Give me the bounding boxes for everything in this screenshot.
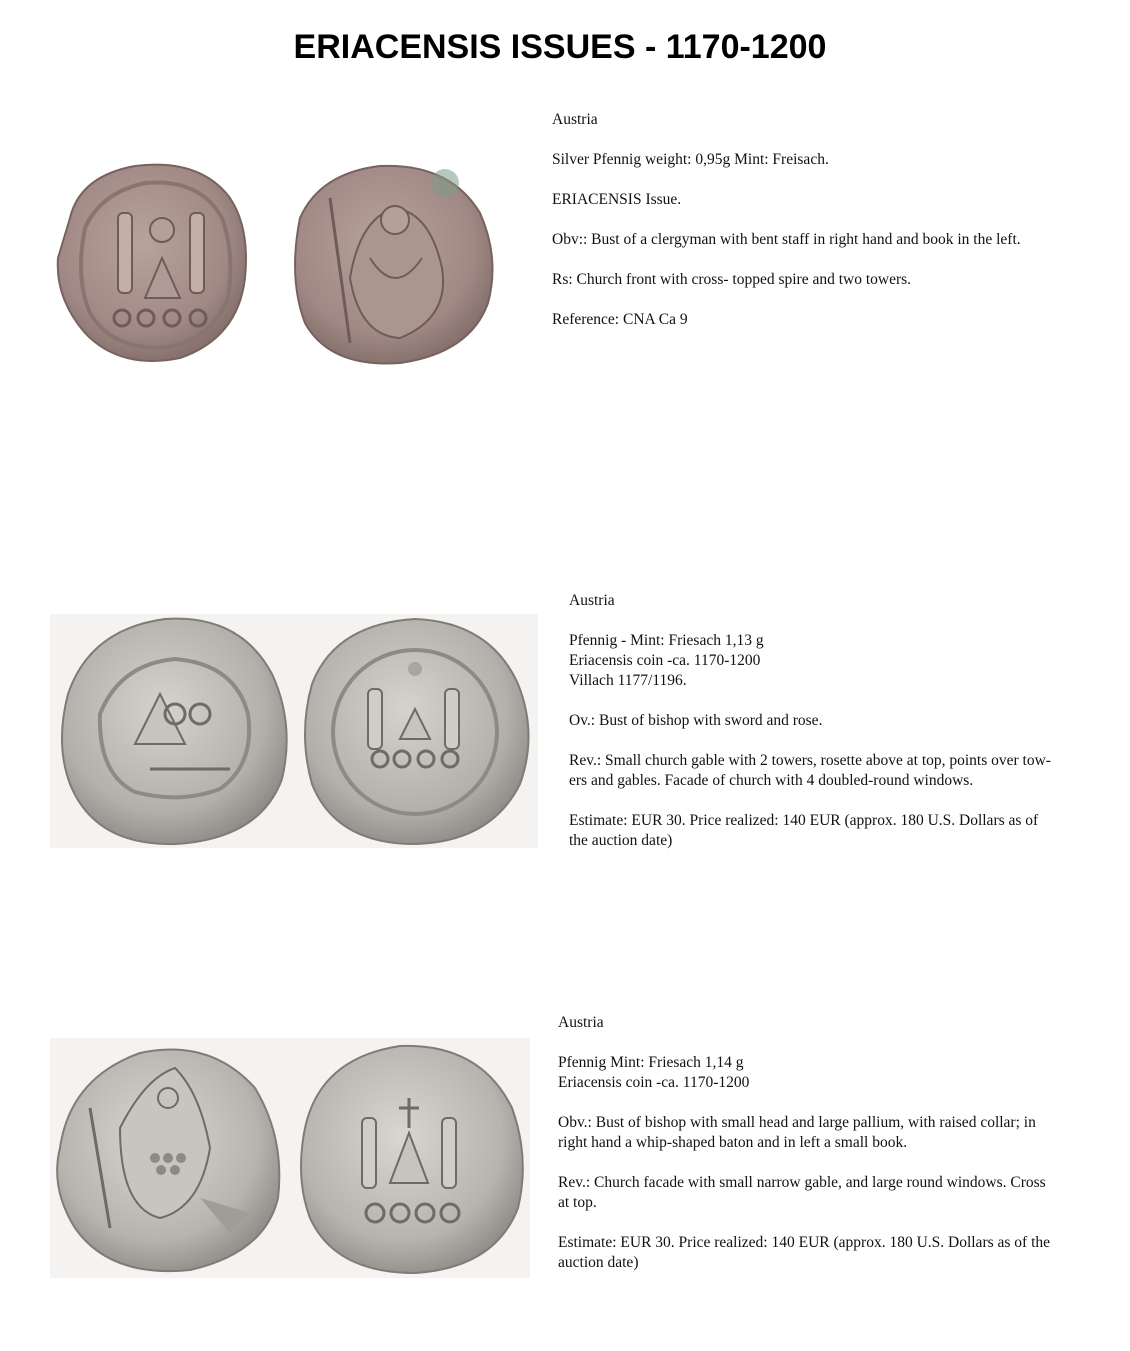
entry-2-paragraph: Ov.: Bust of bishop with sword and rose. — [569, 712, 823, 729]
entry-1-paragraph: ERIACENSIS Issue. — [552, 191, 682, 208]
entry-3-paragraph: Obv.: Bust of bishop with small head and large pallium, with raised collar; in right hand a whip-shaped baton and in left a small book. — [558, 1114, 1036, 1151]
entry-2-paragraph: Pfennig - Mint: Friesach 1,13 g Eriacensis coin -ca. 1170-1200 Villach 1177/1196. — [569, 632, 764, 689]
page-title: ERIACENSIS ISSUES - 1170-1200 — [293, 28, 827, 66]
coin-obverse — [57, 1050, 279, 1272]
coin-image-pair — [50, 158, 510, 368]
coin-image-pair — [50, 614, 538, 848]
entry-2-paragraph: Estimate: EUR 30. Price realized: 140 EUR (approx. 180 U.S. Dollars as of the auction date) — [569, 812, 1039, 849]
entry-3-paragraph: Estimate: EUR 30. Price realized: 140 EUR (approx. 180 U.S. Dollars as of the auction date) — [558, 1234, 1051, 1271]
entry-3-paragraph: Austria — [558, 1014, 604, 1031]
coin-obverse — [295, 166, 492, 364]
entry-3-paragraph: Rev.: Church facade with small narrow gable, and large round windows. Cross at top. — [558, 1174, 1046, 1211]
coin-image-2 — [50, 614, 538, 848]
entry-1-paragraph: Silver Pfennig weight: 0,95g Mint: Freisach. — [552, 151, 829, 168]
entry-1-paragraph: Obv:: Bust of a clergyman with bent staff in right hand and book in the left. — [552, 231, 1021, 248]
coin-image-1 — [50, 158, 510, 368]
entry-3-description — [558, 1013, 1118, 1273]
coin-image-3 — [50, 1038, 530, 1278]
coin-reverse — [58, 165, 246, 361]
coin-reverse — [305, 619, 529, 844]
entry-2-description — [569, 591, 1114, 851]
coin-obverse — [62, 619, 287, 844]
entry-1-paragraph: Reference: CNA Ca 9 — [552, 311, 688, 328]
entry-2-paragraph: Austria — [569, 592, 615, 609]
entry-2-paragraph: Rev.: Small church gable with 2 towers, rosette above at top, points over tow- ers and gables. Facade of church with 4 doubled-round windows. — [569, 752, 1051, 789]
coin-image-pair — [50, 1038, 530, 1278]
entry-1-paragraph: Rs: Church front with cross- topped spire and two towers. — [552, 271, 912, 288]
entry-3-paragraph: Pfennig Mint: Friesach 1,14 g Eriacensis coin -ca. 1170-1200 — [558, 1054, 750, 1091]
entry-1-description — [552, 110, 1112, 330]
coin-reverse — [301, 1046, 523, 1273]
entry-1-paragraph: Austria — [552, 111, 598, 128]
